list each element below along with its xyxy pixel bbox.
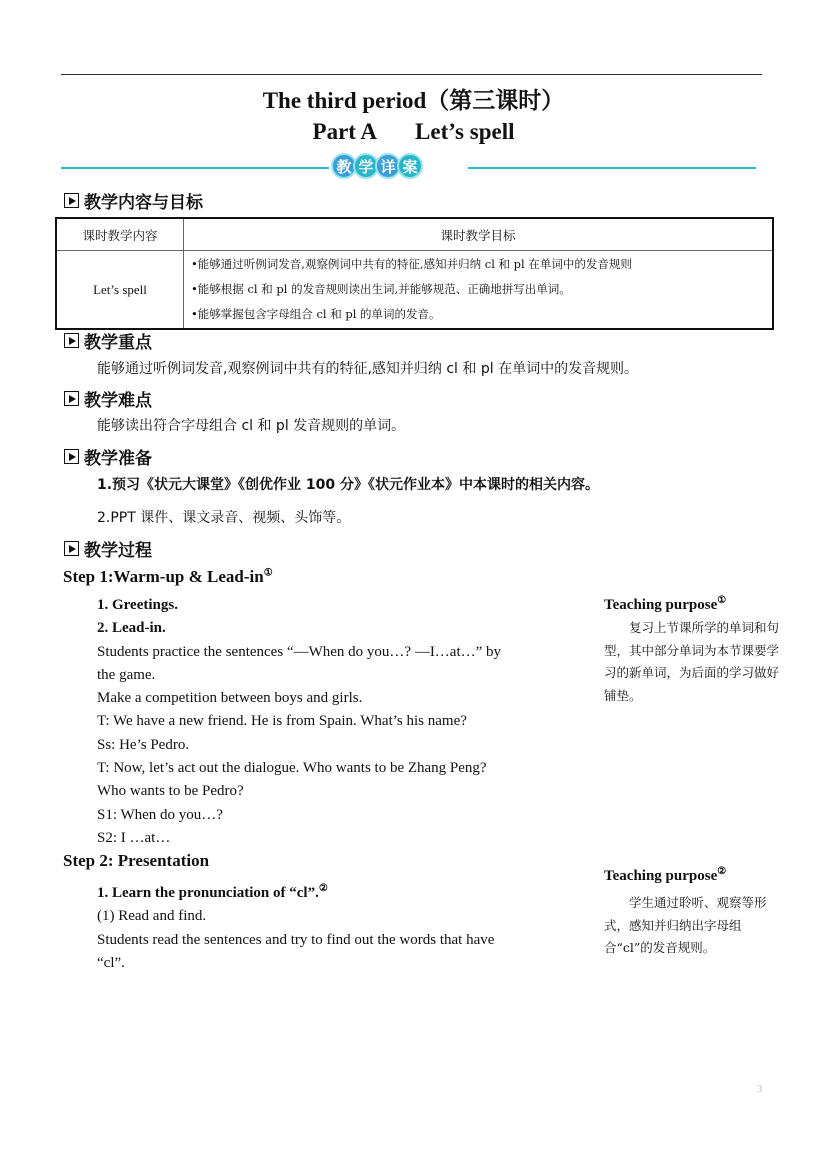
teaching-purpose-1-text: 复习上节课所学的单词和句型，其中部分单词为本节课要学习的新单词，为后面的学习做好铺垫。 [604, 620, 780, 703]
goal-item: •能够通过听例词发音,观察例词中共有的特征,感知并归纳 cl 和 pl 在单词中的发音规则 [191, 257, 632, 271]
step-line: Ss: He’s Pedro. [97, 736, 190, 753]
step-line: S1: When do you…? [97, 806, 223, 823]
footnote-marker: ① [717, 595, 727, 606]
step-line: Who wants to be Pedro? [97, 783, 244, 800]
play-triangle-icon [64, 391, 79, 406]
section-process [64, 536, 152, 561]
step2-body [97, 877, 557, 975]
teaching-purpose-1-title [604, 595, 726, 614]
page-number: 3 [757, 1084, 762, 1095]
step-line: (1) Read and find. [97, 908, 207, 925]
section-heading: 教学准备 [84, 449, 152, 469]
section-heading: 教学重点 [84, 333, 152, 353]
goal-item: •能够掌握包含字母组合 cl 和 pl 的单词的发音。 [191, 307, 441, 321]
section-heading: 教学过程 [84, 541, 152, 561]
page-title: The third period（第三课时） [262, 88, 565, 113]
page-subtitle [0, 119, 827, 145]
difficulties-text: 能够读出符合字母组合 cl 和 pl 发音规则的单词。 [97, 418, 406, 434]
preparation-item-2: 2.PPT 课件、课文录音、视频、头饰等。 [97, 510, 351, 526]
section-key-points [64, 328, 152, 353]
subtitle-name: Let’s spell [415, 119, 515, 144]
section-content-goals [64, 188, 203, 213]
teaching-purpose-label: Teaching purpose [604, 597, 718, 613]
step-title-text: Step 1:Warm-up & Lead-in [63, 567, 264, 586]
table-cell-content: Let’s spell [56, 251, 184, 330]
section-preparation [64, 444, 152, 469]
banner-rule-left [61, 167, 329, 169]
step1-body [97, 594, 557, 850]
step-line: the game. [97, 666, 156, 683]
table-row [56, 251, 773, 330]
table-cell-goals [184, 251, 774, 330]
step-line: Students practice the sentences “—When do you…? —I…at…” by [97, 643, 502, 660]
teaching-purpose-label: Teaching purpose [604, 868, 718, 884]
step-line: S2: I …at… [97, 829, 171, 846]
teaching-purpose-2-text: 学生通过聆听、观察等形式，感知并归纳出字母组合“cl”的发音规则。 [604, 895, 767, 955]
subtitle-part: Part A [312, 119, 378, 144]
banner-char: 案 [397, 153, 423, 179]
step-subheading [97, 877, 557, 905]
play-triangle-icon [64, 193, 79, 208]
footnote-marker: ② [717, 866, 727, 877]
step-line: Students read the sentences and try to find out the words that have [97, 931, 495, 948]
step-subheading-text: 1. Learn the pronunciation of “cl”. [97, 885, 319, 901]
step-line: T: Now, let’s act out the dialogue. Who wants to be Zhang Peng? [97, 760, 487, 777]
goal-item: •能够根据 cl 和 pl 的发音规则读出生词,并能够规范、正确地拼写出单词。 [191, 282, 571, 296]
play-triangle-icon [64, 541, 79, 556]
play-triangle-icon [64, 449, 79, 464]
play-triangle-icon [64, 333, 79, 348]
preparation-item-1: 1.预习《状元大课堂》《创优作业 100 分》《状元作业本》中本课时的相关内容。 [97, 477, 600, 493]
key-points-text: 能够通过听例词发音,观察例词中共有的特征,感知并归纳 cl 和 pl 在单词中的发音规则。 [97, 361, 639, 377]
teaching-purpose-2-title [604, 866, 726, 885]
step-line: 1. Greetings. [97, 597, 178, 613]
footnote-marker: ① [263, 567, 273, 579]
step-line: Make a competition between boys and girls. [97, 690, 363, 707]
step2-title: Step 2: Presentation [63, 851, 210, 870]
step1-title [63, 567, 273, 587]
table-header: 课时教学目标 [184, 218, 774, 251]
step-line: 2. Lead-in. [97, 620, 166, 637]
table-header-row [56, 218, 773, 251]
banner-char: 详 [375, 153, 401, 179]
header-rule [61, 74, 762, 75]
banner-char: 教 [331, 153, 357, 179]
lesson-plan-banner [331, 153, 419, 179]
section-heading: 教学内容与目标 [84, 193, 203, 213]
goals-table [55, 217, 774, 330]
section-heading: 教学难点 [84, 391, 152, 411]
footnote-marker: ② [318, 883, 328, 894]
banner-char: 学 [353, 153, 379, 179]
section-difficulties [64, 386, 152, 411]
banner-rule-right [468, 167, 756, 169]
table-header: 课时教学内容 [56, 218, 184, 251]
step-line: T: We have a new friend. He is from Spain. What’s his name? [97, 713, 467, 730]
step-line: “cl”. [97, 954, 125, 971]
